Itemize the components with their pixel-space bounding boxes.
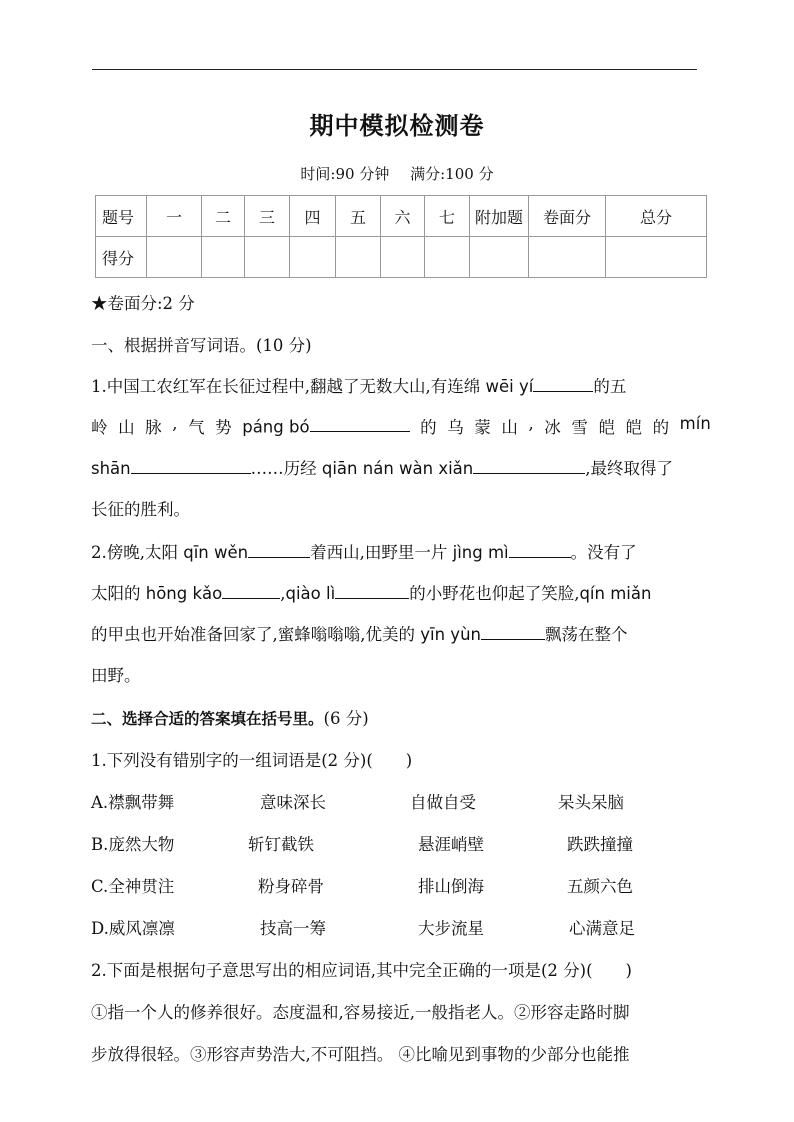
exam-meta — [0, 163, 794, 184]
pinyin-prompt: mín — [679, 414, 711, 433]
header-cell: 附加题 — [470, 196, 529, 237]
score-cell[interactable] — [470, 237, 529, 278]
answer-blank[interactable] — [222, 581, 280, 599]
header-cell: 五 — [336, 196, 381, 237]
score-cell[interactable] — [202, 237, 245, 278]
char: 乌 — [447, 418, 464, 437]
score-row-label: 得分 — [96, 237, 147, 278]
option-a-1: A.襟飘带舞 — [91, 793, 175, 812]
header-cell: 二 — [202, 196, 245, 237]
pinyin-prompt: shān — [91, 459, 131, 478]
char: 山 — [501, 418, 518, 437]
page-title: 期中模拟检测卷 — [309, 112, 485, 140]
s1-q2-line-1 — [91, 539, 711, 563]
s1-q1-line-2 — [91, 414, 711, 438]
option-a-3: 自做自受 — [410, 793, 476, 812]
score-cell[interactable] — [529, 237, 606, 278]
s1-q2-text-a: 2.傍晚,太阳 — [91, 543, 178, 562]
section-1-heading: 一、根据拼音写词语。(10 分) — [91, 336, 312, 355]
pinyin-prompt: qiào lì — [285, 584, 336, 603]
char: 的 — [420, 418, 437, 437]
char: 的 — [652, 418, 670, 437]
answer-blank[interactable] — [509, 540, 571, 558]
s1-q1-line-1 — [91, 373, 711, 397]
pinyin-prompt: jìng mì — [452, 543, 509, 562]
s1-q1-text-b: 的五 — [593, 377, 627, 396]
s1-q2-text-d: 太阳的 — [91, 584, 141, 603]
answer-blank[interactable] — [310, 414, 410, 432]
s1-q1-line-4: 长征的胜利。 — [91, 500, 190, 519]
header-cell: 题号 — [96, 196, 147, 237]
score-table-header-row — [96, 196, 707, 237]
neatness-note: ★卷面分:2 分 — [91, 294, 195, 313]
score-cell[interactable] — [245, 237, 290, 278]
header-cell: 总分 — [606, 196, 707, 237]
option-d-2: 技高一筹 — [260, 919, 326, 938]
s1-q2-line-4: 田野。 — [91, 666, 141, 685]
char: , — [528, 414, 534, 433]
option-c-1: C.全神贯注 — [91, 877, 175, 896]
answer-blank[interactable] — [335, 581, 409, 599]
header-cell: 六 — [381, 196, 425, 237]
char: 冰 — [544, 418, 561, 437]
option-b-1: B.庞然大物 — [91, 835, 175, 854]
s2-q1-stem: 1.下列没有错别字的一组词语是(2 分)( ) — [91, 751, 413, 770]
s1-q2-text-c: 。没有了 — [570, 543, 637, 562]
score-cell[interactable] — [147, 237, 202, 278]
s1-q2-line-3 — [91, 621, 711, 645]
s1-q1-text-d: ,最终取得了 — [585, 459, 673, 478]
answer-blank[interactable] — [481, 622, 545, 640]
s1-q2-text-b: 着西山,田野里一片 — [310, 543, 448, 562]
answer-blank[interactable] — [248, 540, 310, 558]
pinyin-prompt: qīn wěn — [183, 543, 249, 562]
score-cell[interactable] — [425, 237, 470, 278]
s2-q2-line-1: ①指一个人的修养很好。态度温和,容易接近,一般指老人。②形容走路时脚 — [91, 1003, 630, 1022]
s1-q1-text-a: 1.中国工农红军在长征过程中,翻越了无数大山,有连绵 — [91, 377, 481, 396]
char: 皑 — [625, 418, 643, 437]
section-2-heading — [91, 705, 711, 729]
answer-blank[interactable] — [473, 456, 585, 474]
option-a-4: 呆头呆脑 — [558, 793, 624, 812]
header-cell: 三 — [245, 196, 290, 237]
pinyin-prompt: wēi yí — [485, 377, 534, 396]
char: 岭 — [91, 418, 108, 437]
option-d-1: D.威风凛凛 — [91, 919, 175, 938]
pinyin-prompt: qiān nán wàn xiǎn — [321, 459, 474, 478]
s1-q1-text-c: ……历经 — [250, 459, 317, 478]
option-c-3: 排山倒海 — [418, 877, 484, 896]
option-d-3: 大步流星 — [418, 919, 484, 938]
s1-q2-text-g: 的甲虫也开始准备回家了,蜜蜂嗡嗡嗡,优美的 — [91, 625, 415, 644]
s1-q2-line-2 — [91, 580, 711, 604]
s1-q1-line-3 — [91, 455, 711, 479]
exam-full-score: 满分:100 分 — [410, 165, 494, 183]
char: 势 — [215, 418, 232, 437]
score-cell[interactable] — [336, 237, 381, 278]
char: 雪 — [571, 418, 588, 437]
answer-blank[interactable] — [533, 374, 593, 392]
option-b-3: 悬涯峭壁 — [418, 835, 484, 854]
s2-q2-stem: 2.下面是根据句子意思写出的相应词语,其中完全正确的一项是(2 分)( ) — [91, 961, 632, 980]
char: 皑 — [598, 418, 615, 437]
score-cell[interactable] — [606, 237, 707, 278]
pinyin-prompt: yīn yùn — [420, 625, 481, 644]
score-table — [95, 195, 707, 278]
option-d-4: 心满意足 — [569, 919, 635, 938]
section-2-score: (6 分) — [323, 709, 369, 728]
s2-q2-line-2: 步放得很轻。③形容声势浩大,不可阻挡。 ④比喻见到事物的少部分也能推 — [91, 1045, 630, 1064]
header-cell: 七 — [425, 196, 470, 237]
header-cell: 四 — [290, 196, 336, 237]
section-2-title: 二、选择合适的答案填在括号里。 — [91, 710, 324, 728]
score-cell[interactable] — [381, 237, 425, 278]
s1-q2-text-e: , — [280, 584, 286, 603]
header-cell: 一 — [147, 196, 202, 237]
header-cell: 卷面分 — [529, 196, 606, 237]
char: 山 — [118, 418, 135, 437]
char: 脉 — [145, 418, 162, 437]
option-c-4: 五颜六色 — [567, 877, 633, 896]
s1-q2-text-h: 飘荡在整个 — [544, 625, 628, 644]
pinyin-prompt: qín miǎn — [579, 584, 652, 603]
exam-time: 时间:90 分钟 — [300, 165, 390, 183]
score-table-score-row — [96, 237, 707, 278]
pinyin-prompt: páng bó — [242, 417, 310, 437]
char: , — [172, 414, 178, 433]
answer-blank[interactable] — [131, 456, 251, 474]
char: 蒙 — [474, 418, 491, 437]
option-a-2: 意味深长 — [260, 793, 326, 812]
s1-q2-text-f: 的小野花也仰起了笑脸, — [409, 584, 580, 603]
score-cell[interactable] — [290, 237, 336, 278]
option-b-4: 跌跌撞撞 — [567, 835, 633, 854]
header-rule — [92, 69, 697, 70]
option-b-2: 斩钉截铁 — [248, 835, 314, 854]
option-c-2: 粉身碎骨 — [258, 877, 324, 896]
char: 气 — [188, 418, 205, 437]
pinyin-prompt: hōng kǎo — [145, 584, 223, 603]
